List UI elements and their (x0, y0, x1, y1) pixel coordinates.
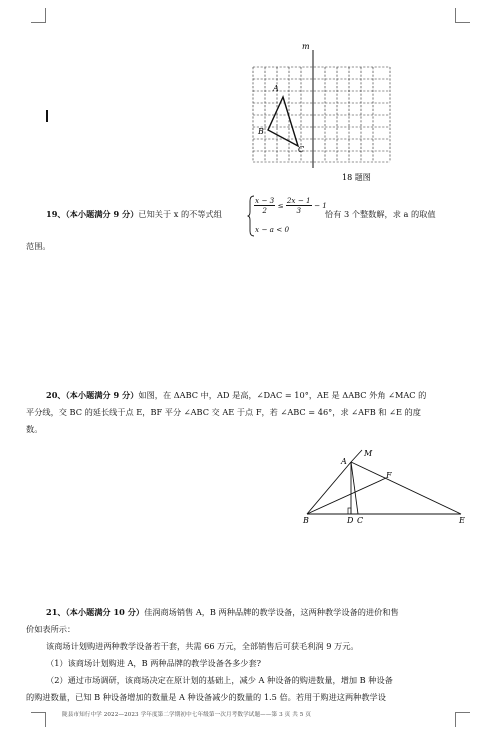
text-cursor (46, 110, 48, 122)
q21-line2: 价如表所示： (26, 624, 76, 634)
fig20-label-d: D (347, 516, 354, 525)
axis-m-label: m (302, 42, 310, 51)
q20-number: 20、 (46, 390, 66, 400)
fig20-label-c: C (357, 516, 364, 525)
point-a-label: A (273, 84, 279, 93)
corner-mark-top-right (455, 8, 470, 23)
q19-lead: 已知关于 x 的不等式组 (138, 209, 222, 219)
segment-ba (307, 462, 351, 514)
fig20-label-m: M (364, 449, 373, 458)
q19-line1 (46, 209, 222, 220)
q21-line4: （1）该商场计划购进 A，B 两种品牌的教学设备各多少套? (46, 658, 262, 668)
q19-line2: 范围。 (26, 241, 51, 251)
segment-bf (307, 478, 386, 514)
q20-line3: 数。 (26, 424, 43, 434)
fig20-label-f: F (386, 471, 392, 480)
segment-ac (351, 462, 358, 514)
q21-line6: 的购进数量，已知 B 种设备增加的数量是 A 种设备减少的数量的 1.5 倍。若用于购进这两种教学设 (26, 692, 386, 702)
q19-inequality-1 (254, 196, 327, 215)
q19-frac-right: $\frac{2x - 1}{3}$ (286, 196, 311, 215)
q20-text-1: 如图，在 ΔABC 中，AD 是高，∠DAC = 10°，AE 是 ΔABC 外角 ∠MAC 的 (138, 390, 427, 400)
q20-line1 (46, 390, 426, 401)
q19-relation: ≤ (277, 201, 284, 210)
dashed-grid (253, 67, 390, 162)
point-c-label: C (298, 145, 305, 154)
figure-18-caption: 18 题图 (342, 173, 371, 182)
q20-score: （本小题满分 9 分） (65, 390, 139, 400)
q21-score: （本小题满分 10 分） (65, 607, 145, 617)
q20-line2: 平分线，交 BC 的延长线于点 E，BF 平分 ∠ABC 交 AE 于点 F，若 ∠ABC = 46°，求 ∠AFB 和 ∠E 的度 (26, 407, 421, 417)
triangle-abc (268, 97, 298, 146)
q19-ineq1-tail: − 1 (313, 201, 327, 210)
corner-mark-bottom-right (455, 712, 470, 727)
q19-frac-left: $\frac{x - 3}{2}$ (255, 196, 275, 215)
q19-tail: 恰有 3 个整数解，求 a 的取值 (325, 209, 436, 219)
corner-mark-bottom-left (31, 712, 46, 727)
right-angle-mark (348, 508, 351, 514)
fig20-label-a: A (341, 457, 347, 466)
q21-text-1: 佳润商场销售 A，B 两种品牌的教学设备，这两种教学设备的进价和售 (144, 607, 399, 617)
q19-score: （本小题满分 9 分） (65, 209, 139, 219)
corner-mark-top-left (31, 8, 46, 23)
figure-20 (298, 444, 470, 530)
q21-line5: （2）通过市场调研，该商场决定在原计划的基础上，减少 A 种设备的购进数量，增加 B 种设备 (46, 675, 393, 685)
q21-line3: 该商场计划购进两种教学设备若干套，共需 66 万元，全部销售后可获毛利润 9 万元。 (46, 641, 359, 651)
q21-line1 (46, 607, 399, 618)
page-footer: 陇县市知行中学 2022—2023 学年度第二学期初中七年级第一次月考数学试题——第 3 页 共 5 页 (62, 712, 312, 718)
point-b-label: B (258, 127, 264, 136)
fig20-label-b: B (303, 516, 309, 525)
figure-18 (246, 40, 396, 186)
q21-number: 21、 (46, 607, 66, 617)
q19-number: 19、 (46, 209, 66, 219)
segment-ae (351, 462, 461, 514)
segment-am (351, 450, 362, 462)
q19-inequality-2: x − a < 0 (255, 225, 290, 234)
fig20-label-e: E (459, 516, 465, 525)
